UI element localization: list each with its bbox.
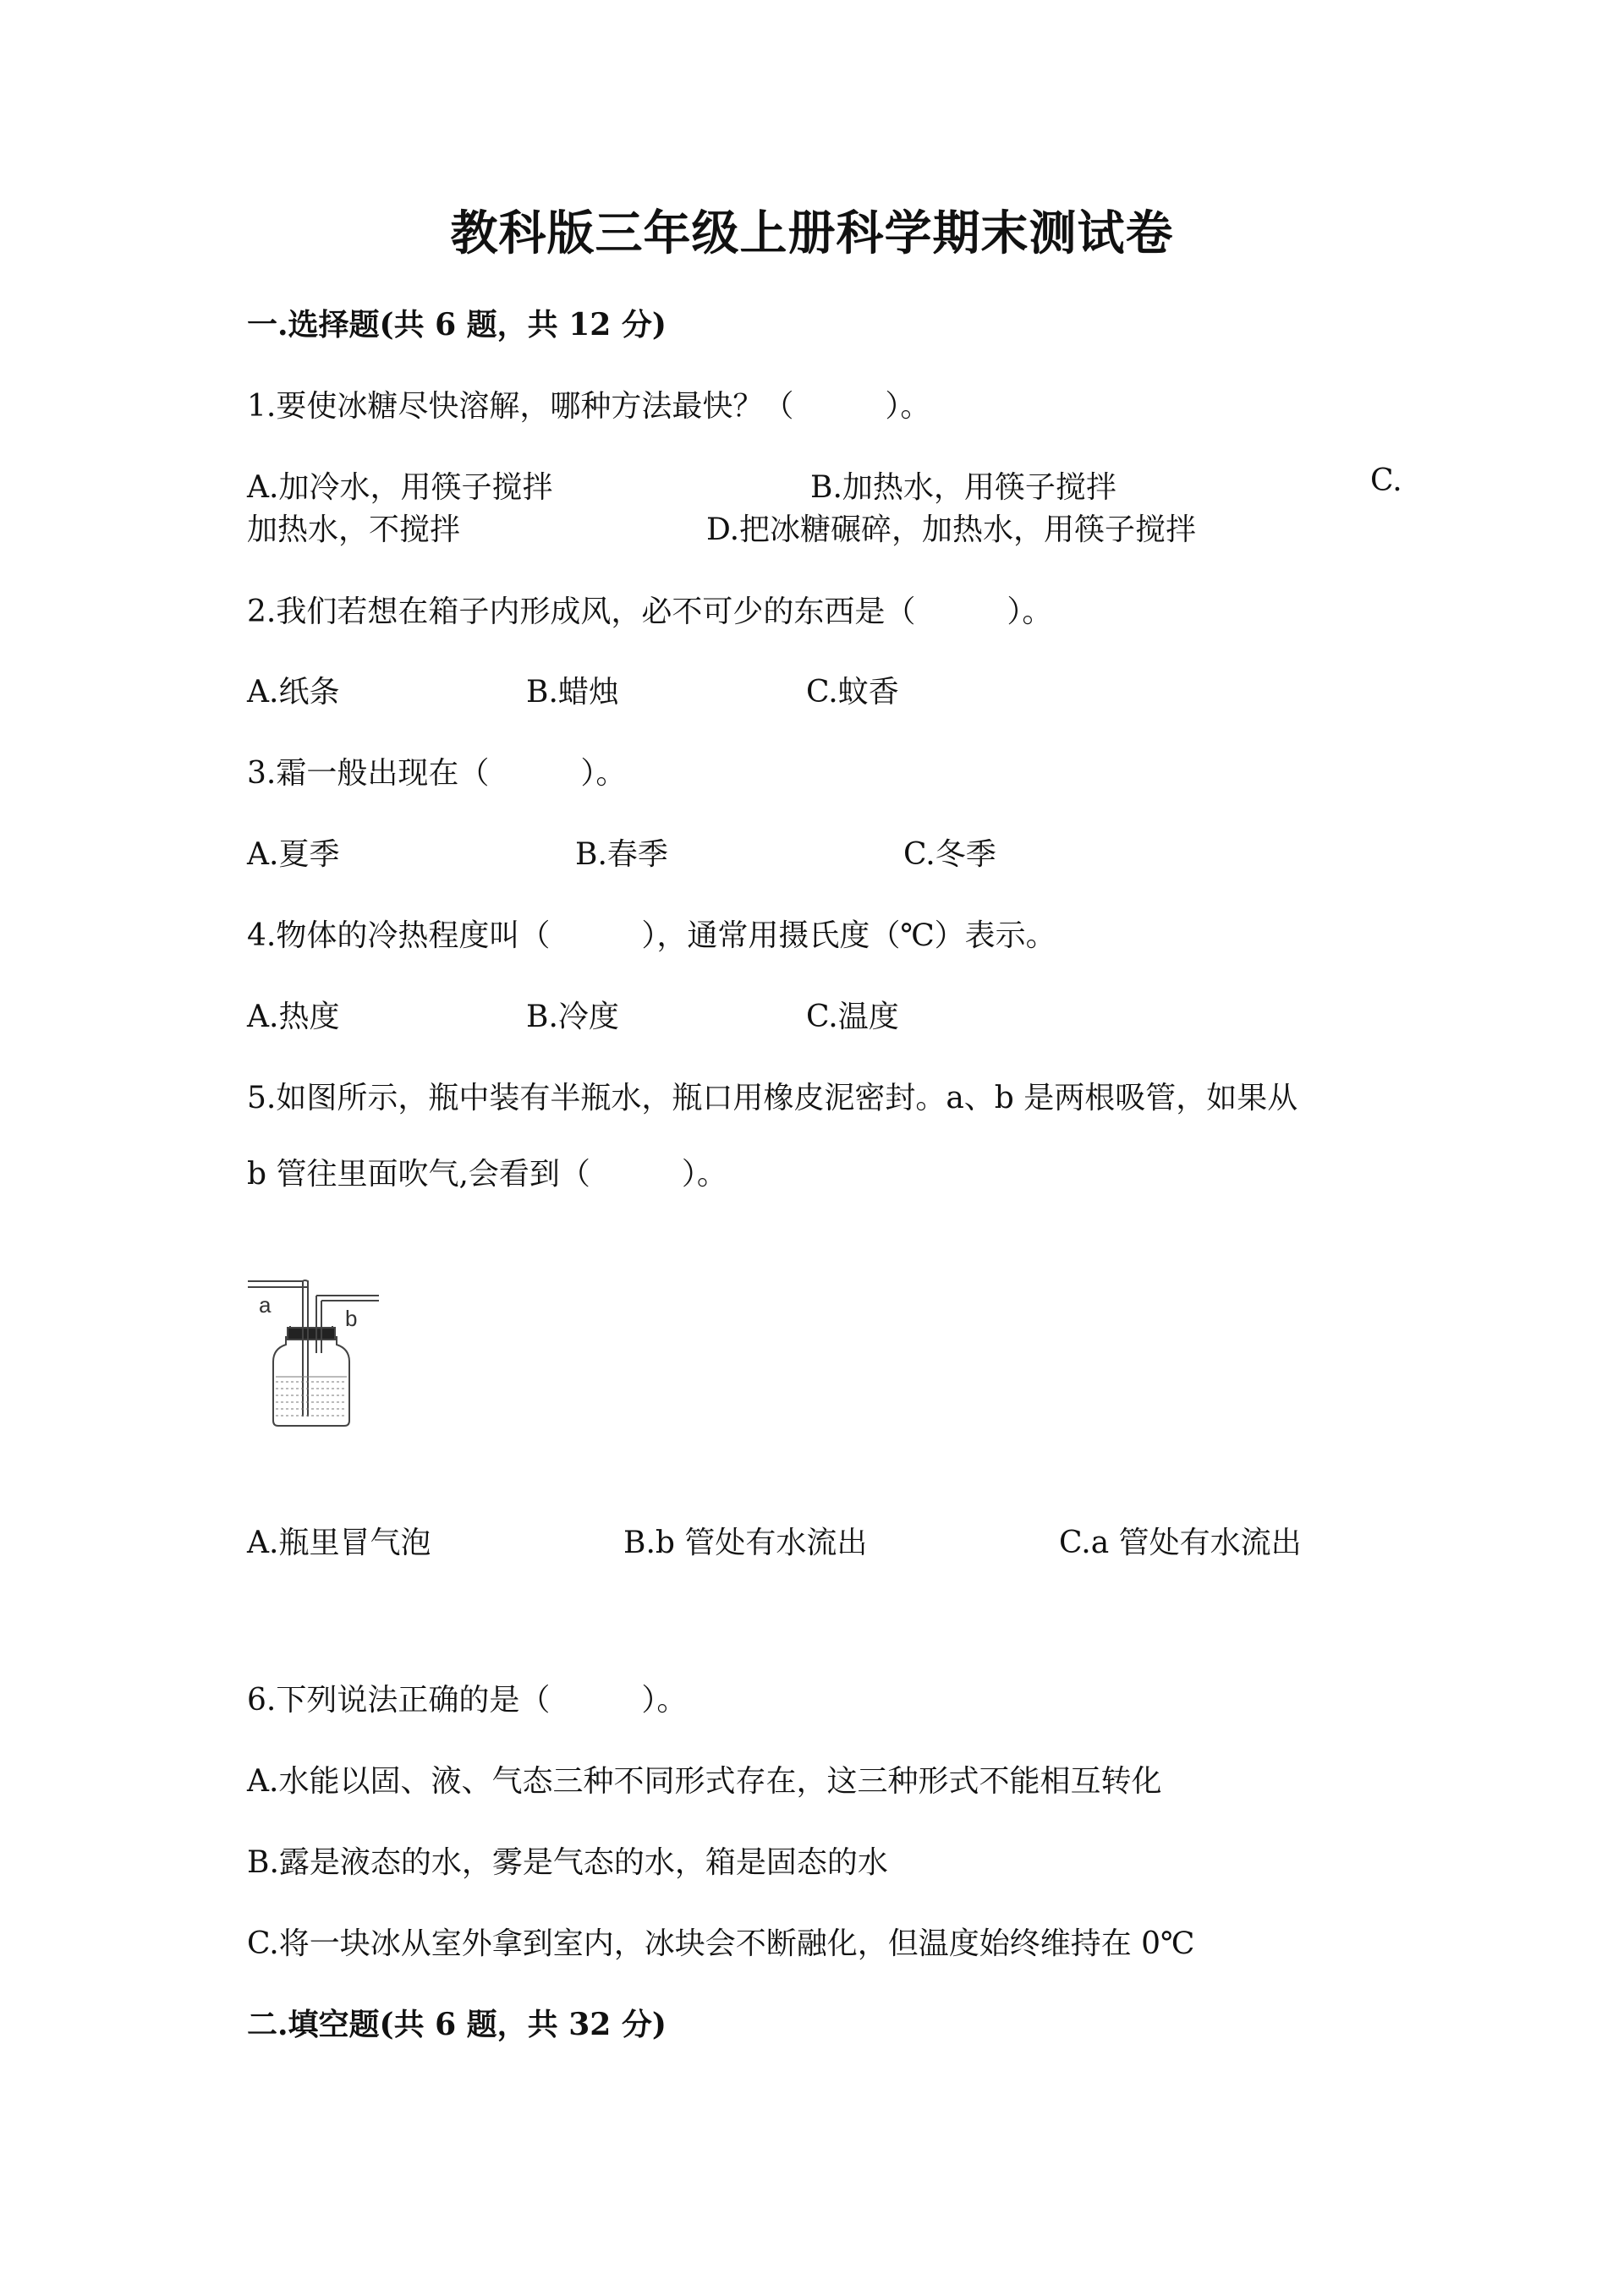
question-2-stem: 2.我们若想在箱子内形成风，必不可少的东西是（ ）。 [247,595,1053,629]
question-1-option-d: D.把冰糖碾碎，加热水，用筷子搅拌 [706,512,1197,547]
page-title: 教科版三年级上册科学期末测试卷 [450,205,1174,261]
bottle-with-straws-figure [244,1277,387,1429]
question-4-stem: 4.物体的冷热程度叫（ ），通常用摄氏度（℃）表示。 [247,918,1056,953]
question-1-option-c: 加热水，不搅拌 [247,512,461,547]
section-heading-choice: 一.选择题(共 6 题，共 12 分) [247,307,667,342]
question-3-option-a: A.夏季 [247,837,340,872]
question-4-option-b: B.冷度 [526,1000,619,1034]
question-3-option-b: B.春季 [575,837,668,872]
question-1-stem: 1.要使冰糖尽快溶解，哪种方法最快？（ ）。 [247,389,931,424]
question-1-option-a: A.加冷水，用筷子搅拌 [247,470,553,505]
section-heading-fill-blank: 二.填空题(共 6 题，共 32 分) [247,2007,667,2042]
question-1-option-c-prefix: C. [1370,463,1402,498]
question-4-option-a: A.热度 [247,1000,340,1034]
question-4-option-c: C.温度 [806,1000,899,1034]
question-3-stem: 3.霜一般出现在（ ）。 [247,756,627,791]
question-5-option-a: A.瓶里冒气泡 [247,1526,431,1560]
question-3-option-c: C.冬季 [903,837,996,872]
question-5-option-c: C.a 管处有水流出 [1059,1526,1302,1560]
question-6-option-b: B.露是液态的水，雾是气态的水，箱是固态的水 [247,1845,888,1880]
question-6-option-a: A.水能以固、液、气态三种不同形式存在，这三种形式不能相互转化 [247,1764,1162,1799]
question-6-option-c: C.将一块冰从室外拿到室内，冰块会不断融化，但温度始终维持在 0℃ [247,1926,1195,1961]
figure-label-b: b [345,1306,358,1331]
figure-label-a: a [259,1292,272,1318]
question-2-option-b: B.蜡烛 [526,675,619,710]
question-2-option-c: C.蚊香 [806,675,899,710]
question-6-stem: 6.下列说法正确的是（ ）。 [247,1683,688,1718]
question-5-option-b: B.b 管处有水流出 [623,1526,868,1560]
question-5-stem-line2: b 管往里面吹气,会看到（ ）。 [247,1157,727,1192]
question-2-option-a: A.纸条 [247,675,340,710]
question-1-option-b: B.加热水，用筷子搅拌 [810,470,1116,505]
question-5-stem-line1: 5.如图所示，瓶中装有半瓶水，瓶口用橡皮泥密封。a、b 是两根吸管，如果从 [247,1081,1298,1115]
